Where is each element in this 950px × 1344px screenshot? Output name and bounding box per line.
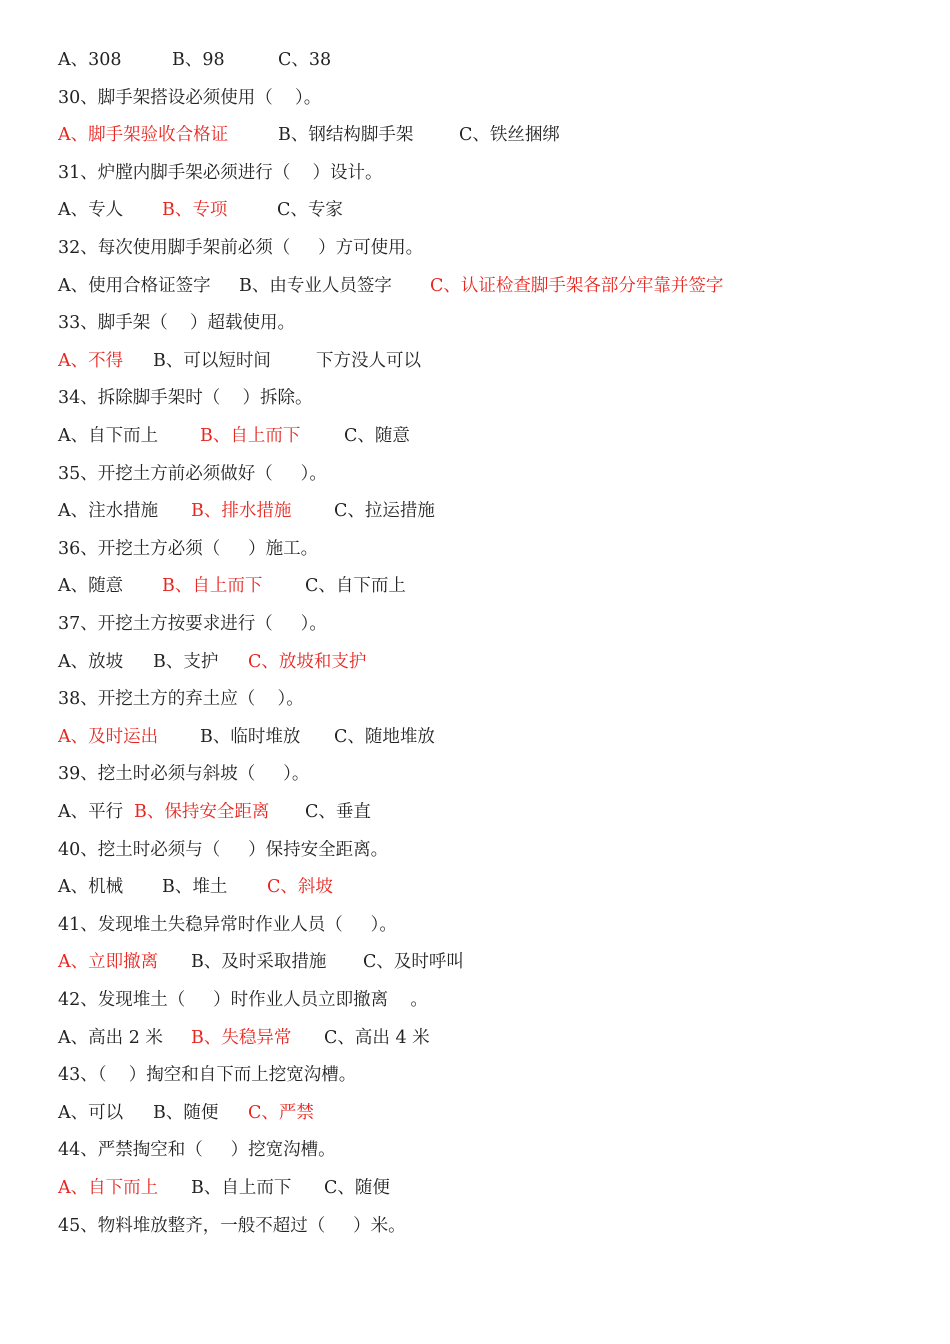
option: B、堆土 xyxy=(162,877,228,898)
option: C、38 xyxy=(278,50,332,70)
option: C、随意 xyxy=(344,426,410,446)
question-text: 39、挖土时必须与斜坡（ ）。 xyxy=(58,764,310,785)
option: B、支护 xyxy=(153,651,219,672)
option: B、由专业人员签字 xyxy=(239,275,392,296)
option: A、注水措施 xyxy=(58,501,159,522)
question-text: 35、开挖土方前必须做好（ ）。 xyxy=(58,463,327,484)
option: A、随意 xyxy=(58,576,124,597)
answer-option: C、放坡和支护 xyxy=(248,651,367,672)
option: A、高出 2 米 xyxy=(58,1027,163,1048)
question-text: 45、物料堆放整齐，一般不超过（ ）米。 xyxy=(58,1215,406,1236)
option: B、及时采取措施 xyxy=(191,952,327,973)
option: C、高出 4 米 xyxy=(324,1027,430,1048)
option: C、自下而上 xyxy=(305,576,406,597)
question-text: 34、拆除脚手架时（ ）拆除。 xyxy=(58,388,313,409)
option: A、专人 xyxy=(58,200,124,221)
option: B、随便 xyxy=(153,1102,219,1123)
answer-option: C、严禁 xyxy=(248,1102,314,1123)
option: B、可以短时间 xyxy=(153,350,271,371)
answer-option: B、保持安全距离 xyxy=(134,802,270,822)
answer-option: A、自下而上 xyxy=(58,1178,159,1198)
option: B、临时堆放 xyxy=(200,726,301,747)
question-text: 38、开挖土方的弃土应（ ）。 xyxy=(58,689,304,710)
question-text: 37、开挖土方按要求进行（ ）。 xyxy=(58,614,327,634)
answer-option: C、认证检查脚手架各部分牢靠并签字 xyxy=(430,275,724,296)
option: A、平行 xyxy=(58,802,124,822)
answer-option: B、自上而下 xyxy=(200,426,301,446)
answer-option: A、及时运出 xyxy=(58,726,159,747)
question-text: 32、每次使用脚手架前必须（ ）方可使用。 xyxy=(58,238,424,258)
question-text: 31、炉膛内脚手架必须进行（ ）设计。 xyxy=(58,162,383,183)
question-text: 42、发现堆土（ ）时作业人员立即撤离 。 xyxy=(58,990,428,1010)
option: B、98 xyxy=(172,50,225,70)
option: C、铁丝捆绑 xyxy=(459,125,560,146)
option: C、专家 xyxy=(277,200,343,221)
option: A、放坡 xyxy=(58,651,124,672)
answer-option: B、排水措施 xyxy=(191,501,292,522)
option: B、钢结构脚手架 xyxy=(278,125,414,146)
option: C、垂直 xyxy=(305,802,371,822)
option: A、308 xyxy=(58,50,122,70)
option: C、随便 xyxy=(324,1178,390,1198)
answer-option: A、立即撤离 xyxy=(58,952,159,973)
answer-option: B、失稳异常 xyxy=(191,1027,292,1048)
option: A、自下而上 xyxy=(58,426,159,446)
question-text: 40、挖土时必须与（ ）保持安全距离。 xyxy=(58,839,389,860)
question-text: 30、脚手架搭设必须使用（ ）。 xyxy=(58,87,322,108)
question-text: 36、开挖土方必须（ ）施工。 xyxy=(58,538,319,559)
answer-option: A、脚手架验收合格证 xyxy=(58,125,229,146)
option: C、随地堆放 xyxy=(334,726,435,747)
option: A、可以 xyxy=(58,1102,124,1123)
option: 下方没人可以 xyxy=(316,350,421,371)
option: A、使用合格证签字 xyxy=(58,275,211,296)
answer-option: A、不得 xyxy=(58,350,124,371)
question-text: 43、（ ）掏空和自下而上挖宽沟槽。 xyxy=(58,1065,357,1086)
option: A、机械 xyxy=(58,877,124,898)
question-text: 44、严禁掏空和（ ）挖宽沟槽。 xyxy=(58,1140,336,1161)
option: B、自上而下 xyxy=(191,1178,292,1198)
question-text: 33、脚手架（ ）超载使用。 xyxy=(58,313,296,334)
option: C、及时呼叫 xyxy=(363,952,464,973)
option: C、拉运措施 xyxy=(334,501,435,522)
answer-option: C、斜坡 xyxy=(267,877,333,898)
answer-option: B、专项 xyxy=(162,200,228,221)
question-text: 41、发现堆土失稳异常时作业人员（ ）。 xyxy=(58,914,397,935)
answer-option: B、自上而下 xyxy=(162,576,263,597)
